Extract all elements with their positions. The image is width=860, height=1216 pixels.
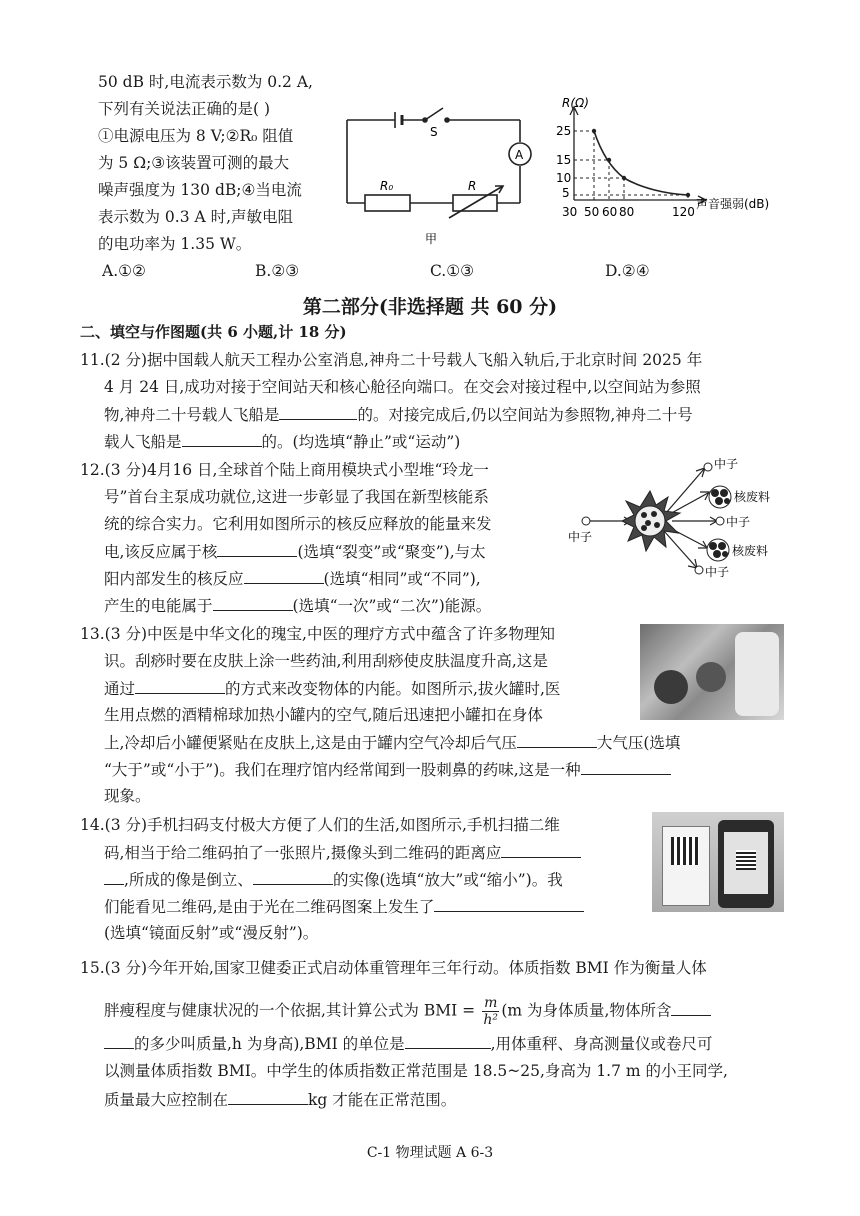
q14-line-4: 们能看见二维码,是由于光在二维码图案上发生了 [104, 896, 584, 917]
q11-line-3: 物,神舟二十号载人飞船是 的。对接完成后,仍以空间站为参照物,神舟二十号 [104, 406, 693, 424]
q15-line-5: 质量最大应控制在 kg 才能在正常范围。 [104, 1091, 457, 1109]
xtick-80: 80 [619, 205, 635, 219]
q10-line-6: 表示数为 0.3 A 时,声敏电阻 [98, 208, 294, 226]
cup-jar-1 [654, 670, 688, 704]
graph-xlabel: 声音强弱(dB) [696, 197, 770, 211]
waste-label-1: 核废料 [734, 490, 771, 504]
q13-line-4: 生用点燃的酒精棉球加热小罐内的空气,随后迅速把小罐扣在身体 [104, 706, 543, 724]
q12-line-2: 号”首台主泵成功就位,这进一步彰显了我国在新型核能系 [104, 488, 489, 506]
neutron-label-1: 中子 [714, 457, 739, 471]
q13-line-3: 通过 的方式来改变物体的内能。如图所示,拔火罐时,医 [104, 680, 561, 698]
q15-blank-2[interactable] [405, 1033, 491, 1049]
xtick-50: 50 [584, 205, 600, 219]
qr-scan-photo [652, 812, 784, 912]
q13-line-2: 识。刮痧时要在皮肤上涂一些药油,利用刮痧使皮肤温度升高,这是 [104, 652, 548, 670]
q13-blank-1[interactable] [135, 678, 225, 694]
q10-line-3: ①电源电压为 8 V;②R₀ 阻值 [98, 127, 294, 145]
option-a[interactable]: A.①② [102, 262, 146, 280]
waste-nucleus-top [709, 486, 731, 508]
resistor-r0 [365, 195, 410, 211]
part2-title: 第二部分(非选择题 共 60 分) [302, 296, 558, 318]
ytick-25: 25 [556, 124, 572, 138]
q13-line-5: 上,冷却后小罐便紧贴在皮肤上,这是由于罐内空气冷却后气压 大气压(选填 [104, 734, 681, 752]
phone [718, 820, 774, 908]
q11-line-4: 载人飞船是 的。(均选填“静止”或“运动”) [104, 433, 461, 451]
graph-ylabel: R(Ω) [562, 96, 589, 110]
circuit-caption: 甲 [425, 232, 438, 246]
neutron-label-3: 中子 [705, 565, 730, 579]
switch-blade [425, 108, 443, 120]
ytick-5: 5 [562, 186, 570, 200]
q14-blank-1a[interactable] [501, 842, 581, 858]
cupping-photo [640, 624, 784, 720]
q14-blank-3[interactable] [434, 896, 584, 912]
xtick-30: 30 [562, 205, 578, 219]
neutron-label-2: 中子 [726, 515, 751, 529]
ammeter-label: A [515, 148, 524, 162]
q13-line-1: 13.(3 分)中医是中华文化的瑰宝,中医的理疗方式中蕴含了许多物理知 [80, 625, 555, 643]
fission-figure [568, 455, 790, 585]
q12-line-6: 产生的电能属于 (选填“一次”或“二次”)能源。 [104, 597, 492, 615]
q12-line-3: 统的综合实力。它利用如图所示的核反应释放的能量来发 [104, 515, 492, 533]
q14-line-3: ,所成的像是倒立、 的实像(选填“放大”或“缩小”)。我 [104, 869, 563, 890]
q10-line-2: 下列有关说法正确的是( ) [98, 100, 271, 118]
qr-stand [662, 826, 710, 906]
resistance-graph [556, 95, 788, 230]
cup-jar-2 [696, 662, 726, 692]
q15-line-2: 胖瘦程度与健康状况的一个依据,其计算公式为 BMI = $\frac{m}{\text{h²}}$ (m 为身体质量,物体所含 [104, 995, 711, 1028]
q15-line-3: 的多少叫质量,h 为身高),BMI 的单位是 ,用体重秤、身高测量仪或卷尺可 [104, 1033, 713, 1054]
phone-screen [724, 832, 768, 894]
q12-blank-3[interactable] [213, 595, 293, 611]
circuit-diagram [335, 100, 550, 250]
q15-blank-1b[interactable] [104, 1033, 134, 1049]
q11-line-2: 4 月 24 日,成功对接于空间站天和核心舱径向端口。在交会对接过程中,以空间站为参照 [104, 378, 701, 396]
waste-nucleus-bottom [707, 539, 729, 561]
q14-line-5: (选填“镜面反射”或“漫反射”)。 [104, 924, 319, 942]
r-label: R [468, 179, 477, 193]
q12-line-1: 12.(3 分)4月16 日,全球首个陆上商用模块式小型堆“玲龙一 [80, 461, 489, 479]
r-curve [594, 131, 688, 195]
q14-line-1: 14.(3 分)手机扫码支付极大方便了人们的生活,如图所示,手机扫描二维 [80, 816, 560, 834]
option-d[interactable]: D.②④ [605, 262, 650, 280]
q10-line-1: 50 dB 时,电流表示数为 0.2 A, [98, 73, 313, 91]
q15-blank-1a[interactable] [671, 1000, 711, 1016]
q14-line-2: 码,相当于给二维码拍了一张照片,摄像头到二维码的距离应 [104, 842, 581, 863]
q12-blank-1[interactable] [217, 541, 297, 557]
q13-blank-2[interactable] [517, 732, 597, 748]
switch-label: S [430, 125, 438, 139]
qr-code-icon [671, 837, 699, 865]
q13-blank-3[interactable] [581, 759, 671, 775]
xtick-120: 120 [672, 205, 695, 219]
q11-blank-2[interactable] [182, 431, 262, 447]
section2-header: 二、填空与作图题(共 6 小题,计 18 分) [80, 323, 347, 341]
q15-line-1: 15.(3 分)今年开始,国家卫健委正式启动体重管理年三年行动。体质指数 BMI 作为衡量人体 [80, 959, 707, 977]
q11-blank-1[interactable] [279, 404, 357, 420]
q12-line-4: 电,该反应属于核 (选填“裂变”或“聚变”),与太 [104, 543, 486, 561]
q14-blank-2[interactable] [253, 869, 333, 885]
q15-line-4: 以测量体质指数 BMI。中学生的体质指数正常范围是 18.5~25,身高为 1.7 m 的小王同学, [104, 1062, 728, 1080]
ytick-10: 10 [556, 171, 572, 185]
q15-blank-3[interactable] [228, 1089, 308, 1105]
q14-blank-1b[interactable] [104, 869, 124, 885]
q10-line-7: 的电功率为 1.35 W。 [98, 235, 252, 253]
q10-line-5: 噪声强度为 130 dB;④当电流 [98, 181, 302, 199]
incoming-neutron [582, 517, 590, 525]
r0-label: R₀ [380, 179, 394, 193]
doctor-arm [735, 632, 779, 716]
qr-preview-icon [736, 850, 756, 870]
xtick-60: 60 [602, 205, 618, 219]
ytick-15: 15 [556, 153, 572, 167]
neutron-label-in: 中子 [568, 530, 593, 544]
q10-line-4: 为 5 Ω;③该装置可测的最大 [98, 154, 290, 172]
q13-line-6: “大于”或“小于”)。我们在理疗馆内经常闻到一股刺鼻的药味,这是一种 [104, 759, 671, 780]
q13-line-7: 现象。 [104, 787, 151, 805]
option-c[interactable]: C.①③ [430, 262, 475, 280]
bmi-fraction: $\frac{m}{\text{h²}}$ [483, 995, 499, 1028]
option-b[interactable]: B.②③ [255, 262, 300, 280]
waste-label-2: 核废料 [732, 544, 769, 558]
page-footer: C-1 物理试题 A 6-3 [366, 1145, 494, 1161]
q12-line-5: 阳内部发生的核反应 (选填“相同”或“不同”), [104, 570, 481, 588]
q12-blank-2[interactable] [244, 568, 324, 584]
q11-line-1: 11.(2 分)据中国载人航天工程办公室消息,神舟二十号载人飞船入轨后,于北京时间 2025 年 [80, 351, 703, 369]
